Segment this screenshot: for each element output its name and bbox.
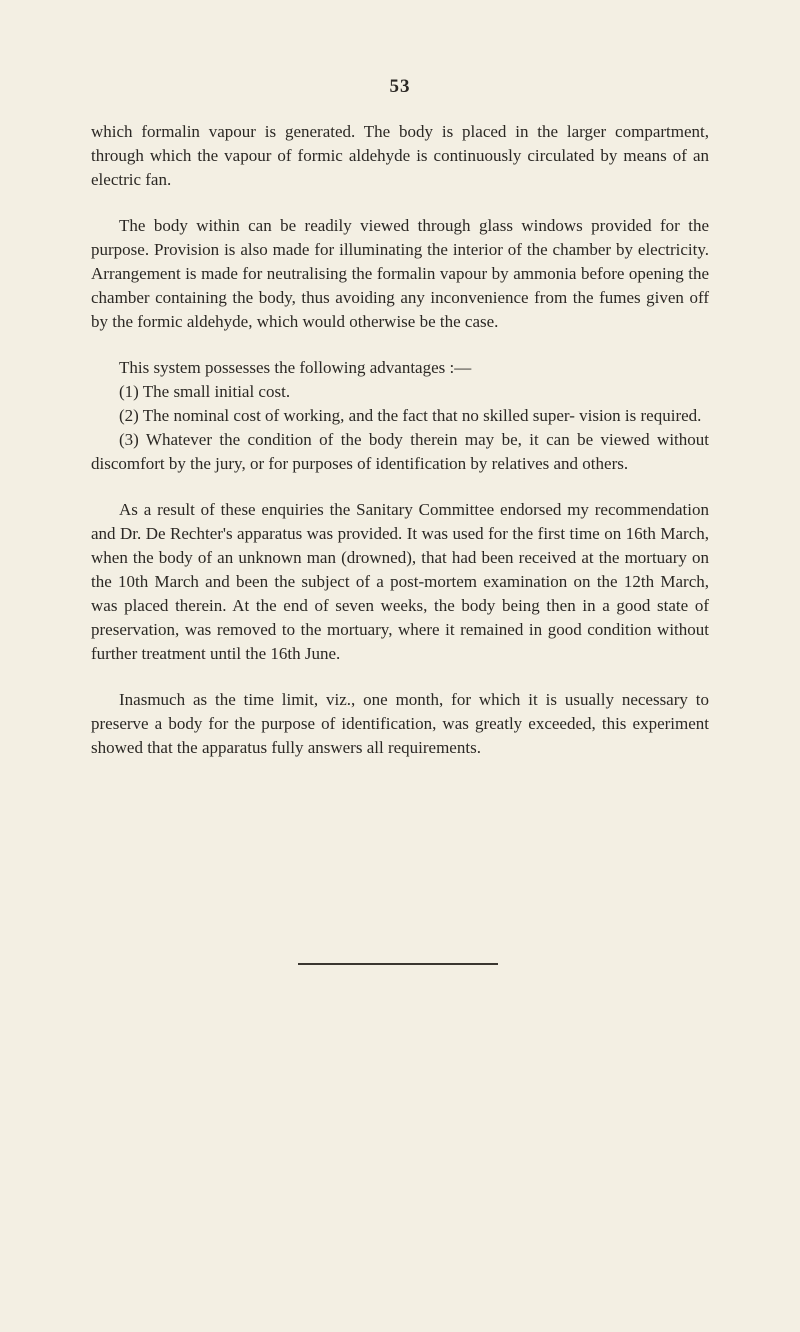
advantage-item-1: (1) The small initial cost.: [119, 382, 291, 401]
paragraph-formalin-vapour: which formalin vapour is generated. The body is placed in the larger compartment, through which the vapour of formic aldehyde is continuously circulated by means of an electric fan.: [91, 122, 709, 189]
paragraph-conclusion: Inasmuch as the time limit, viz., one month, for which it is usually necessary to preserve a body for the purpose of identification, was greatly exceeded, this experiment showed that the apparatus fully answers all requirements.: [91, 690, 709, 757]
paragraph-glass-windows: The body within can be readily viewed through glass windows provided for the purpose. Provision is also made for illuminating the interior of the chamber by electricity. Arrangement is made for neutralising the formalin vapour by ammonia before opening the chamber containing the body, thus avoiding any inconvenience from the fumes given off by the formic aldehyde, which would otherwise be the case.: [91, 216, 709, 331]
paragraph-advantages-intro: This system possesses the following advantages :—: [119, 358, 472, 377]
end-rule-divider: [298, 963, 498, 965]
page-number: 53: [389, 76, 411, 97]
advantage-item-2: (2) The nominal cost of working, and the fact that no skilled super- vision is required.: [119, 406, 702, 425]
paragraph-sanitary-committee: As a result of these enquiries the Sanitary Committee endorsed my recommendation and Dr. De Rechter's apparatus was provided. It was used for the first time on 16th March, when the body of an unknown man (drowned), that had been received at the mortuary on the 10th March and been the subject of a post-mortem examination on the 12th March, was placed therein. At the end of seven weeks, the body being then in a good state of preservation, was removed to the mortuary, where it remained in good condition without further treatment until the 16th June.: [91, 500, 709, 663]
body-text: [91, 120, 709, 760]
advantage-item-3: (3) Whatever the condition of the body therein may be, it can be viewed without discomfort by the jury, or for purposes of identification by relatives and others.: [91, 430, 709, 473]
